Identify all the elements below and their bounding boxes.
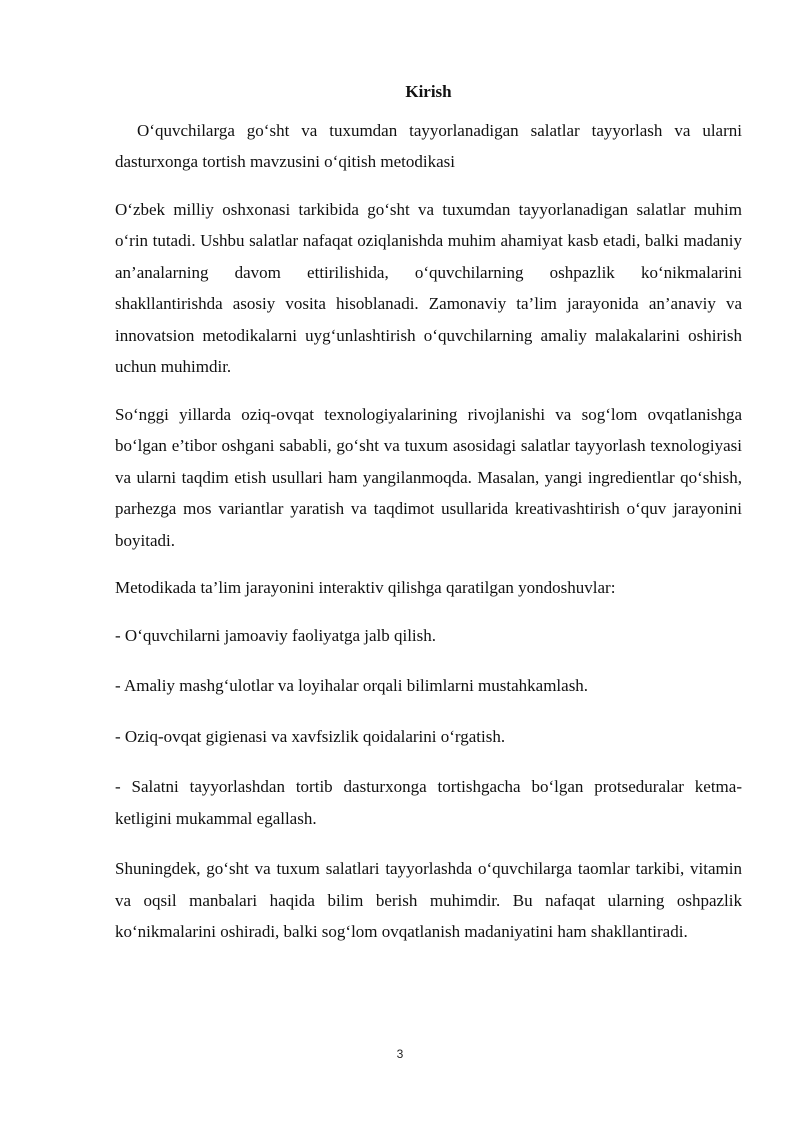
page-title: Kirish: [405, 82, 452, 101]
body-paragraph-1: O‘zbek milliy oshxonasi tarkibida go‘sht va tuxumdan tayyorlanadigan salatlar muhim o‘rin tutadi. Ushbu salatlar nafaqat oziqlanishda muhim ahamiyat kasb etadi, balki madaniy an’analarning davom ettirilishida, o‘quvchilarning oshpazlik ko‘nikmalarini shakllantirishda asosiy vosita hisoblanadi. Zamonaviy ta’lim jarayonida an’anaviy va innovatsion metodikalarni uyg‘unlashtirish o‘quvchilarning amaliy malakalarini oshirish uchun muhimdir.: [115, 199, 742, 376]
list-item: - O‘quvchilarni jamoaviy faoliyatga jalb qilish.: [115, 625, 437, 645]
closing-paragraph: Shuningdek, go‘sht va tuxum salatlari tayyorlashda o‘quvchilarga taomlar tarkibi, vitamin va oqsil manbalari haqida bilim berish muhimdir. Bu nafaqat ularning oshpazlik ko‘nikmalarini oshiradi, balki sog‘lom ovqatlanish madaniyatini ham shakllantiradi.: [115, 859, 742, 941]
body-paragraph-2: So‘nggi yillarda oziq-ovqat texnologiyalarining rivojlanishi va sog‘lom ovqatlanishga bo‘lgan e’tibor oshgani sababli, go‘sht va tuxum asosidagi salatlar tayyorlash texnologiyasi va ularni taqdim etish usullari ham yangilanmoqda. Masalan, yangi ingredientlar qo‘shish, parhezga mos variantlar yaratish va taqdimot usullarida kreativashtirish o‘quv jarayonini boyitadi.: [115, 404, 742, 550]
list-intro-paragraph: Metodikada ta’lim jarayonini interaktiv qilishga qaratilgan yondoshuvlar:: [115, 578, 616, 597]
page-number: 3: [396, 1047, 404, 1061]
page-content: [115, 76, 742, 964]
intro-paragraph: O‘quvchilarga go‘sht va tuxumdan tayyorlanadigan salatlar tayyorlash va ularni dasturxonga tortish mavzusini o‘qitish metodikasi: [115, 120, 742, 171]
list-item: - Oziq-ovqat gigienasi va xavfsizlik qoidalarini o‘rgatish.: [115, 726, 506, 746]
list-item: - Salatni tayyorlashdan tortib dasturxonga tortishgacha bo‘lgan protseduralar ketma-ketligini mukammal egallash.: [115, 777, 742, 828]
list-item: - Amaliy mashg‘ulotlar va loyihalar orqali bilimlarni mustahkamlash.: [115, 676, 589, 695]
